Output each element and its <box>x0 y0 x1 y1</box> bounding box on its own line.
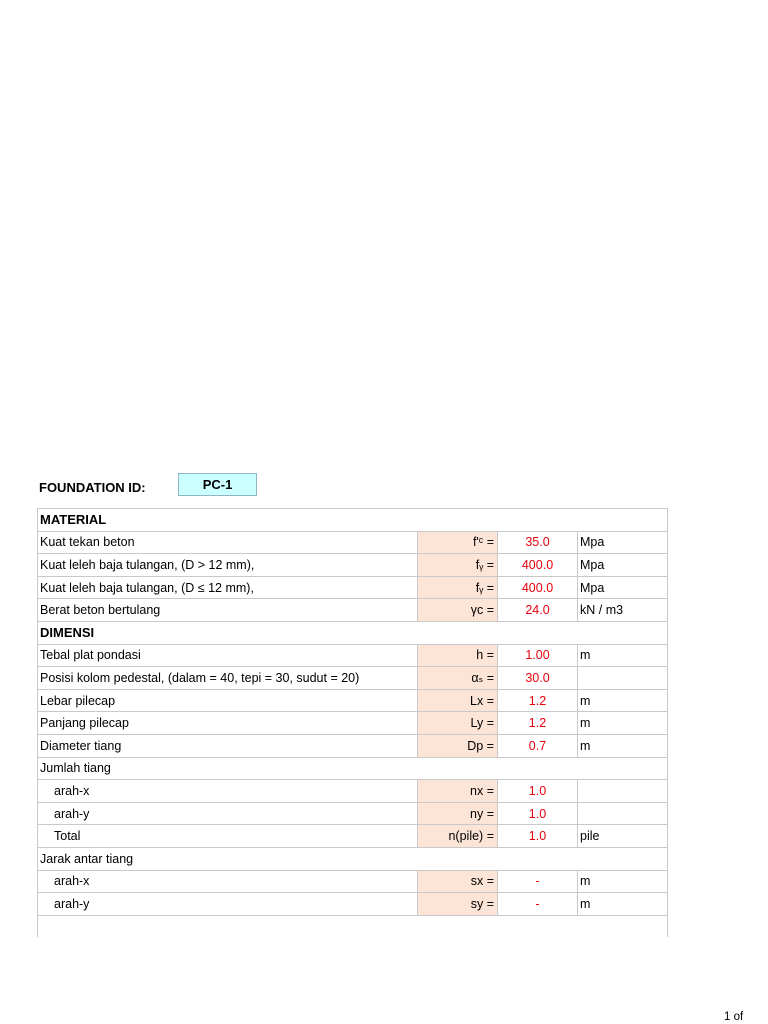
table-row <box>38 893 668 916</box>
section-row-material <box>38 509 668 532</box>
row-symbol: Dp = <box>418 734 498 757</box>
section-title-dimensi: DIMENSI <box>38 621 668 644</box>
row-label: Lebar pilecap <box>38 689 418 712</box>
table-row <box>38 554 668 577</box>
row-symbol: sy = <box>418 893 498 916</box>
row-symbol: fᵧ = <box>418 554 498 577</box>
row-label: arah-y <box>38 802 418 825</box>
jumlah-tiang-title-row <box>38 757 668 780</box>
row-label: Kuat leleh baja tulangan, (D > 12 mm), <box>38 554 418 577</box>
row-unit <box>578 802 668 825</box>
blank-cell <box>38 915 578 937</box>
row-label: Diameter tiang <box>38 734 418 757</box>
row-value[interactable]: 1.2 <box>498 712 578 735</box>
row-value[interactable]: 1.0 <box>498 802 578 825</box>
table-row <box>38 802 668 825</box>
row-label: Panjang pilecap <box>38 712 418 735</box>
table-row <box>38 644 668 667</box>
foundation-id-value[interactable]: PC-1 <box>178 473 257 496</box>
row-symbol: αₛ = <box>418 667 498 690</box>
row-unit: kN / m3 <box>578 599 668 622</box>
parameter-table <box>37 508 668 937</box>
row-label: Tebal plat pondasi <box>38 644 418 667</box>
row-unit: pile <box>578 825 668 848</box>
row-unit: m <box>578 712 668 735</box>
row-value[interactable]: 400.0 <box>498 576 578 599</box>
row-unit <box>578 780 668 803</box>
row-value[interactable]: 30.0 <box>498 667 578 690</box>
table-row <box>38 599 668 622</box>
row-value[interactable]: - <box>498 893 578 916</box>
row-value[interactable]: 1.2 <box>498 689 578 712</box>
section-title-dimensi-row <box>38 621 668 644</box>
row-value[interactable]: 1.0 <box>498 780 578 803</box>
row-symbol: nx = <box>418 780 498 803</box>
row-symbol: n(pile) = <box>418 825 498 848</box>
page-number: 1 of <box>724 1011 744 1023</box>
row-label: Berat beton bertulang <box>38 599 418 622</box>
row-value[interactable]: 35.0 <box>498 531 578 554</box>
row-value[interactable]: 0.7 <box>498 734 578 757</box>
table-row <box>38 576 668 599</box>
row-symbol: Lx = <box>418 689 498 712</box>
row-symbol: h = <box>418 644 498 667</box>
row-symbol: Ly = <box>418 712 498 735</box>
row-unit: m <box>578 870 668 893</box>
jarak-antar-tiang-title-row <box>38 847 668 870</box>
table-row <box>38 825 668 848</box>
row-unit: Mpa <box>578 554 668 577</box>
row-symbol: ny = <box>418 802 498 825</box>
row-unit: m <box>578 644 668 667</box>
row-value[interactable]: - <box>498 870 578 893</box>
row-unit <box>578 667 668 690</box>
row-unit: m <box>578 689 668 712</box>
jarak-antar-tiang-title: Jarak antar tiang <box>38 847 668 870</box>
jumlah-tiang-title: Jumlah tiang <box>38 757 668 780</box>
row-symbol: fᵧ = <box>418 576 498 599</box>
blank-cell <box>578 915 668 937</box>
row-value[interactable]: 1.0 <box>498 825 578 848</box>
table-row <box>38 689 668 712</box>
table-row <box>38 531 668 554</box>
table-row <box>38 734 668 757</box>
foundation-id-label: FOUNDATION ID: <box>39 480 146 495</box>
row-unit: Mpa <box>578 531 668 554</box>
row-value[interactable]: 1.00 <box>498 644 578 667</box>
row-symbol: γc = <box>418 599 498 622</box>
row-label: arah-y <box>38 893 418 916</box>
row-symbol: f'ᶜ = <box>418 531 498 554</box>
row-value[interactable]: 24.0 <box>498 599 578 622</box>
row-label: Kuat leleh baja tulangan, (D ≤ 12 mm), <box>38 576 418 599</box>
row-label: arah-x <box>38 780 418 803</box>
row-label: Kuat tekan beton <box>38 531 418 554</box>
section-title-material: MATERIAL <box>38 509 668 532</box>
table-row <box>38 712 668 735</box>
row-label: Total <box>38 825 418 848</box>
row-unit: m <box>578 734 668 757</box>
row-unit: m <box>578 893 668 916</box>
table-row <box>38 780 668 803</box>
blank-row <box>38 915 668 937</box>
table-row <box>38 870 668 893</box>
row-unit: Mpa <box>578 576 668 599</box>
row-value[interactable]: 400.0 <box>498 554 578 577</box>
row-symbol: sx = <box>418 870 498 893</box>
table-row <box>38 667 668 690</box>
row-label: Posisi kolom pedestal, (dalam = 40, tepi = 30, sudut = 20) <box>38 667 418 690</box>
row-label: arah-x <box>38 870 418 893</box>
